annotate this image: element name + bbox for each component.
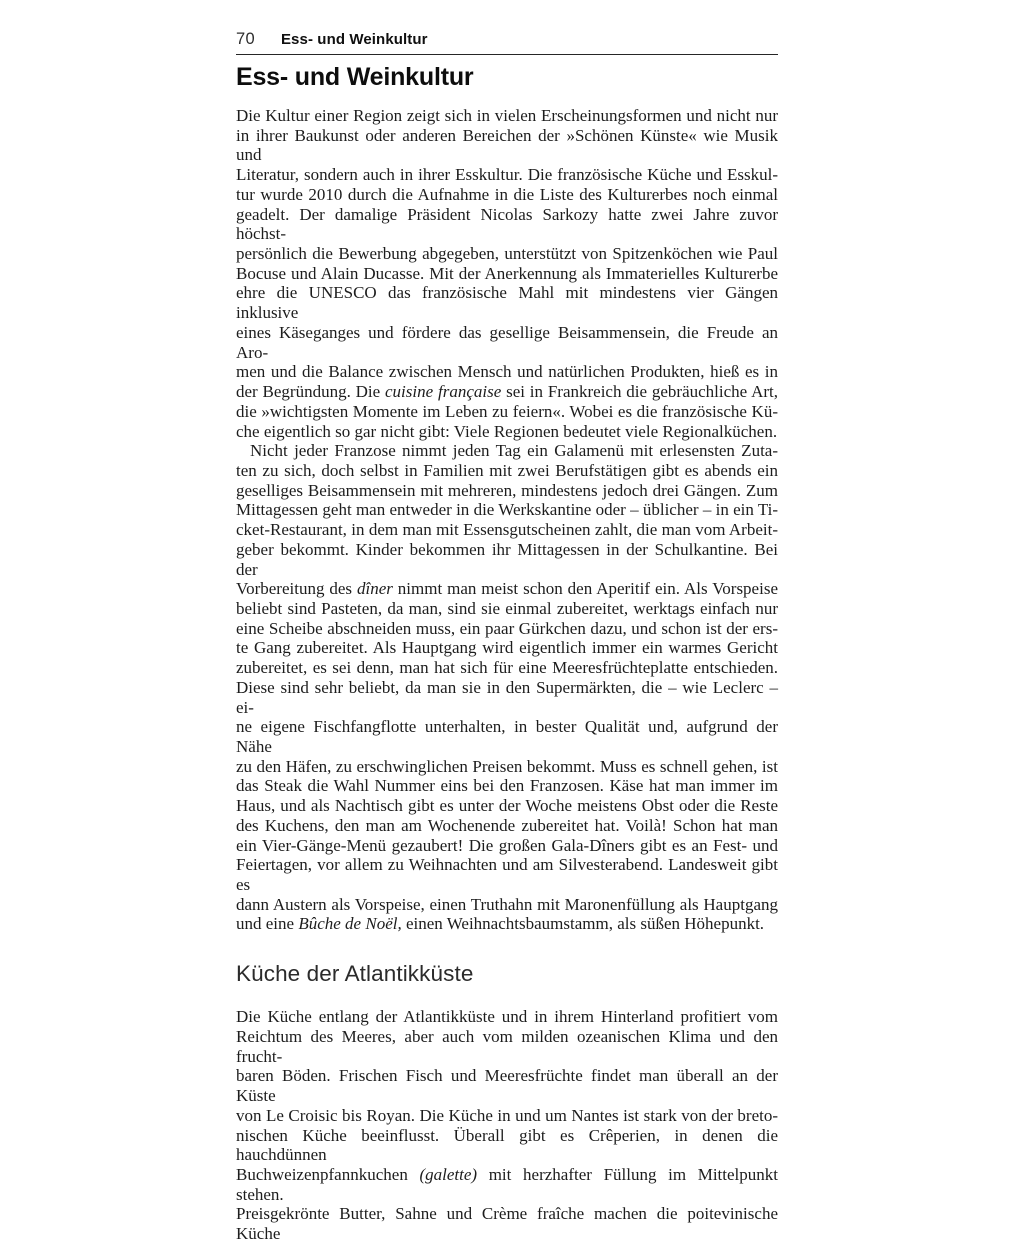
body-line: Literatur, sondern auch in ihrer Esskultur. Die französische Küche und Esskul- (236, 165, 778, 185)
page-body (236, 106, 778, 1244)
body-line: eines Käseganges und fördere das gesellige Beisammensein, die Freude an Aro- (236, 322, 778, 362)
body-line: Nicht jeder Franzose nimmt jeden Tag ein Galamenü mit erlesensten Zuta- (250, 441, 778, 461)
body-line: Buchweizenpfannkuchen (galette) mit herzhafter Füllung im Mittelpunkt stehen. (236, 1164, 778, 1204)
body-line: des Kuchens, den man am Wochenende zubereitet hat. Voilà! Schon hat man (236, 815, 778, 835)
body-line: die »wichtigsten Momente im Leben zu feiern«. Wobei es die französische Kü- (236, 401, 778, 421)
body-line: tur wurde 2010 durch die Aufnahme in die Liste des Kulturerbes noch einmal (236, 184, 778, 204)
body-line: Diese sind sehr beliebt, da man sie in den Supermärkten, die – wie Leclerc – ei- (236, 677, 778, 717)
body-line: zu den Häfen, zu erschwinglichen Preisen bekommt. Muss es schnell gehen, ist (236, 756, 778, 776)
body-line: geadelt. Der damalige Präsident Nicolas Sarkozy hatte zwei Jahre zuvor höchst- (236, 204, 778, 244)
body-line: eine Scheibe abschneiden muss, ein paar Gürkchen dazu, und schon ist der ers- (236, 618, 778, 638)
body-line: von Le Croisic bis Royan. Die Küche in und um Nantes ist stark von der breto- (236, 1105, 778, 1125)
body-line: ne eigene Fischfangflotte unterhalten, in bester Qualität und, aufgrund der Nähe (236, 717, 778, 756)
body-line: beliebt sind Pasteten, da man, sind sie einmal zubereitet, werktags einfach nur (236, 598, 778, 618)
body-line: cket-Restaurant, in dem man mit Essensgutscheinen zahlt, die man vom Arbeit- (236, 520, 778, 540)
body-line: men und die Balance zwischen Mensch und natürlichen Produkten, hieß es in (236, 362, 778, 382)
body-line: ein Vier-Gänge-Menü gezaubert! Die großen Gala-Dîners gibt es an Fest- und (236, 835, 778, 855)
body-paragraph (236, 1007, 778, 1244)
body-line: zubereitet, es sei denn, man hat sich für eine Meeresfrüchteplatte entschieden. (236, 658, 778, 678)
body-line: Vorbereitung des dîner nimmt man meist schon den Aperitif ein. Als Vorspeise (236, 579, 778, 599)
body-line: in ihrer Baukunst oder anderen Bereichen der »Schönen Künste« wie Musik und (236, 125, 778, 165)
body-line: Bocuse und Alain Ducasse. Mit der Anerkennung als Immaterielles Kulturerbe (236, 263, 778, 283)
italic-phrase: (galette) (419, 1164, 478, 1184)
body-line: dann Austern als Vorspeise, einen Truthahn mit Maronenfüllung als Hauptgang (236, 894, 778, 914)
body-line: Reichtum des Meeres, aber auch vom milden ozeanischen Klima und den frucht- (236, 1026, 778, 1066)
body-line: persönlich die Bewerbung abgegeben, unterstützt von Spitzenköchen wie Paul (236, 244, 778, 264)
body-line: geselliges Beisammensein mit mehreren, mindestens jedoch drei Gängen. Zum (236, 480, 778, 500)
chapter-title: Ess- und Weinkultur (236, 63, 474, 91)
body-line: Preisgekrönte Butter, Sahne und Crème fraîche machen die poitevinische Küche (236, 1204, 778, 1244)
body-line: geber bekommt. Kinder bekommen ihr Mittagessen in der Schulkantine. Bei der (236, 539, 778, 579)
running-header (236, 30, 778, 55)
italic-phrase: dîner (356, 579, 393, 599)
body-line: baren Böden. Frischen Fisch und Meeresfrüchte findet man überall an der Küste (236, 1066, 778, 1106)
body-line: che eigentlich so gar nicht gibt: Viele Regionen bedeutet viele Regionalküchen. (236, 421, 778, 441)
italic-phrase: cuisine française (385, 382, 502, 402)
italic-phrase: Bûche de Noël, (298, 914, 402, 934)
body-line: Die Kultur einer Region zeigt sich in vielen Erscheinungsformen und nicht nur (236, 106, 778, 125)
body-paragraph (236, 441, 778, 934)
body-line: Feiertagen, vor allem zu Weihnachten und am Silvesterabend. Landesweit gibt es (236, 855, 778, 895)
body-line: Haus, und als Nachtisch gibt es unter der Woche meistens Obst oder die Reste (236, 796, 778, 816)
body-line: Mittagessen geht man entweder in die Werkskantine oder – üblicher – in ein Ti- (236, 500, 778, 520)
body-line: te Gang zubereitet. Als Hauptgang wird eigentlich immer ein warmes Gericht (236, 638, 778, 658)
body-paragraph (236, 106, 778, 441)
body-line: und eine Bûche de Noël, einen Weihnachtsbaumstamm, als süßen Höhepunkt. (236, 914, 765, 934)
body-line: der Begründung. Die cuisine française sei in Frankreich die gebräuchliche Art, (236, 382, 778, 402)
body-line: ten zu sich, doch selbst in Familien mit zwei Berufstätigen gibt es abends ein (236, 460, 778, 480)
body-line: das Steak die Wahl Nummer eins bei den Franzosen. Käse hat man immer im (236, 776, 778, 796)
page-number: 70 (236, 30, 255, 48)
body-line: ehre die UNESCO das französische Mahl mit mindestens vier Gängen inklusive (236, 283, 778, 323)
book-page-content (236, 30, 778, 1244)
body-line: nischen Küche beeinflusst. Überall gibt es Crêperien, in denen die hauchdünnen (236, 1125, 778, 1165)
body-line: Die Küche entlang der Atlantikküste und in ihrem Hinterland profitiert vom (236, 1007, 778, 1027)
section-heading: Küche der Atlantikküste (236, 961, 474, 987)
running-header-title: Ess- und Weinkultur (280, 31, 428, 48)
